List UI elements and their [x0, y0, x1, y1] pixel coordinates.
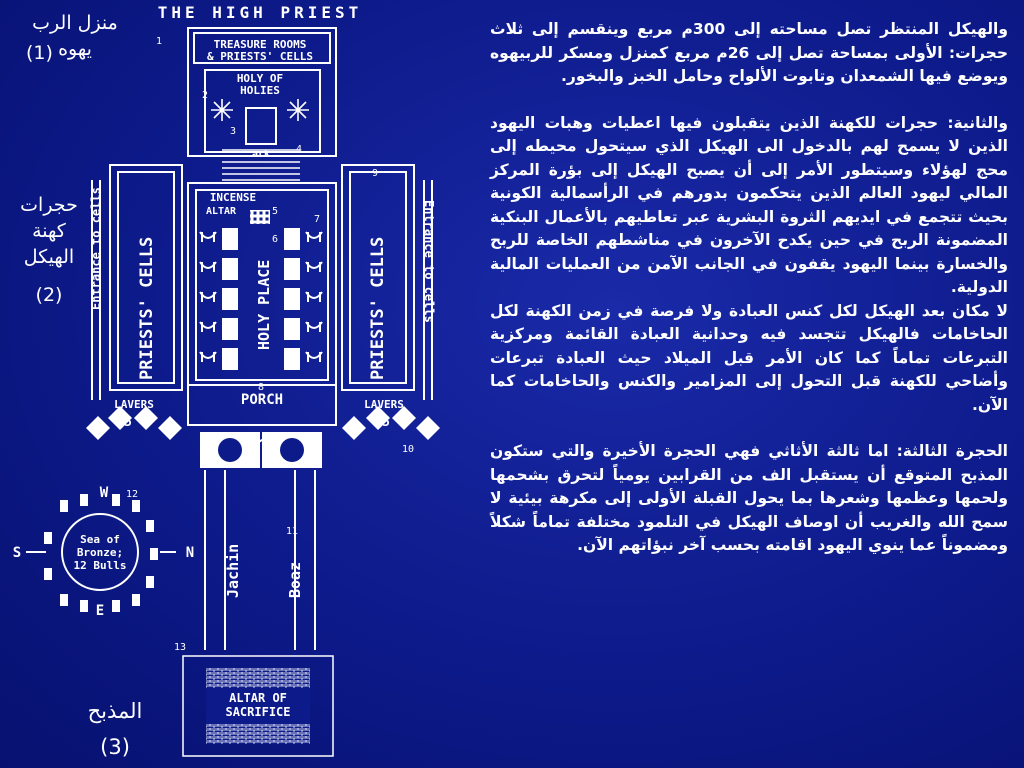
altar-number: (3) — [100, 735, 130, 759]
entrance-cells-right: Entrance to cells — [422, 200, 436, 323]
incense-line-2: ALTAR — [205, 206, 237, 217]
cells-number: (2) — [35, 284, 63, 306]
compass-south: S — [12, 545, 22, 561]
porch-label: PORCH — [240, 392, 284, 408]
paragraph-2: والثانية: حجرات للكهنة الذين يتقبلون فيها اعطيات وهبات اليهود الذين لا يسمح لهم بالدخول الى الهيكل الذي سيتحول محيطه إلى محج لهؤلاء وسيتطور الأمر إلى أن يصبح الهيكل إلى بؤرة المركز المالي ليهود العالم الذين يتحكمون بدورهم في الرأسمالية الكونية بحيث تتجمع في ايديهم الثروة البشرية عبر تعاطيهم بالأعمال البنكية المضمونة الربح في حين يكدح الآخرون في مناشطهم الخاصة للربح والخسارة بينما اليهود يقفون في الجانب الآمن من العمليات المالية الدولية. — [490, 113, 1008, 296]
house-title: منزل الرب يهوه — [32, 12, 118, 60]
priests-cells-annotation — [8, 192, 90, 308]
number-9: 9 — [372, 168, 379, 179]
number-5: 5 — [272, 206, 279, 217]
incense-line-1: INCENSE — [209, 191, 257, 204]
entrance-cells-left: Entrance to cells — [89, 187, 103, 310]
paragraph-4: الحجرة الثالثة: اما ثالثة الأثاثي فهي الحجرة الأخيرة والتي ستكون المذبح المتوقع أن يستقبل الف من القرابين يومياً لتحرق بشحمها ولحمها وعظمها وشعرها بما يحول القبلة الأولى إلى مكرهة بيئية لا سمح الله والغريب أن اوصاف الهيكل في التلمود مختلفة تماماً شكلاً ومضموناً عما ينوي اليهود اقامته بحسب آخر نبؤاتهم الآن. — [490, 442, 1008, 554]
number-12: 12 — [126, 489, 139, 500]
number-13: 13 — [174, 642, 187, 653]
diagram-title: THE HIGH PRIEST — [157, 3, 363, 22]
arabic-body-text — [490, 18, 1008, 558]
priests-cells-right: PRIESTS' CELLS — [368, 236, 388, 380]
house-of-lord-label — [20, 10, 130, 66]
number-6: 6 — [272, 234, 279, 245]
sea-line-2: Bronze; — [76, 546, 124, 559]
holy-of-holies-line-2: HOLIES — [240, 84, 280, 97]
lavers-right-label: LAVERS — [364, 398, 404, 411]
lavers-left-label: LAVERS — [114, 398, 154, 411]
laver-count-right: 5 — [382, 415, 390, 430]
altar-annotation — [70, 698, 160, 760]
number-8: 8 — [258, 382, 265, 393]
altar-line-1: ALTAR OF — [229, 691, 287, 705]
priests-cells-left: PRIESTS' CELLS — [137, 236, 157, 380]
number-1: 1 — [156, 36, 163, 47]
altar-title: المذبح — [87, 699, 143, 723]
temple-plan-diagram — [0, 0, 470, 768]
treasure-line-2: & PRIESTS' CELLS — [207, 50, 313, 63]
paragraph-1: والهيكل المنتظر تصل مساحته إلى 300م مربع وينقسم إلى ثلاث حجرات: الأولى بمساحة تصل إلى 26م مربع كمنزل ومسكر للربيهوه ويوضع فيها الشمعدان وتابوت الألواح وحامل الخبز والبخور. — [490, 20, 1008, 85]
house-number: (1) — [26, 42, 53, 64]
number-10: 10 — [402, 444, 415, 455]
number-11: 11 — [286, 526, 299, 537]
holy-of-holies-line-1: HOLY OF — [236, 72, 284, 85]
number-2: 2 — [202, 90, 209, 101]
sea-line-3: 12 Bulls — [73, 559, 127, 572]
altar-line-2: SACRIFICE — [225, 705, 291, 719]
ark-label: ark — [251, 149, 271, 160]
number-3: 3 — [230, 126, 237, 137]
paragraph-3: لا مكان بعد الهيكل لكل كنس العبادة ولا فرصة في زمن الكهنة لكل الحاخامات فالهيكل تتجسد فيه وحدانية العبادة القائمة ومركزية التبرعات تماماً كما كان الأمر قبل الميلاد حيث العبادة تبرعات وأضاحي للكهنة قبل التحول إلى المزامير والكنس والحاخامات كما الآن. — [490, 301, 1008, 414]
sea-line-1: Sea of — [80, 533, 120, 546]
cells-title: حجرات كهنة الهيكل — [20, 194, 78, 268]
treasure-line-1: TREASURE ROOMS — [213, 38, 307, 51]
compass-west: W — [99, 485, 109, 501]
jachin-label: Jachin — [224, 543, 242, 598]
boaz-label: Boaz — [286, 561, 304, 598]
compass-east: E — [95, 603, 105, 619]
number-7: 7 — [314, 214, 321, 225]
laver-count-left: 5 — [124, 415, 132, 430]
number-4: 4 — [296, 144, 303, 155]
compass-north: N — [185, 545, 195, 561]
holy-place-label: HOLY PLACE — [255, 259, 273, 350]
